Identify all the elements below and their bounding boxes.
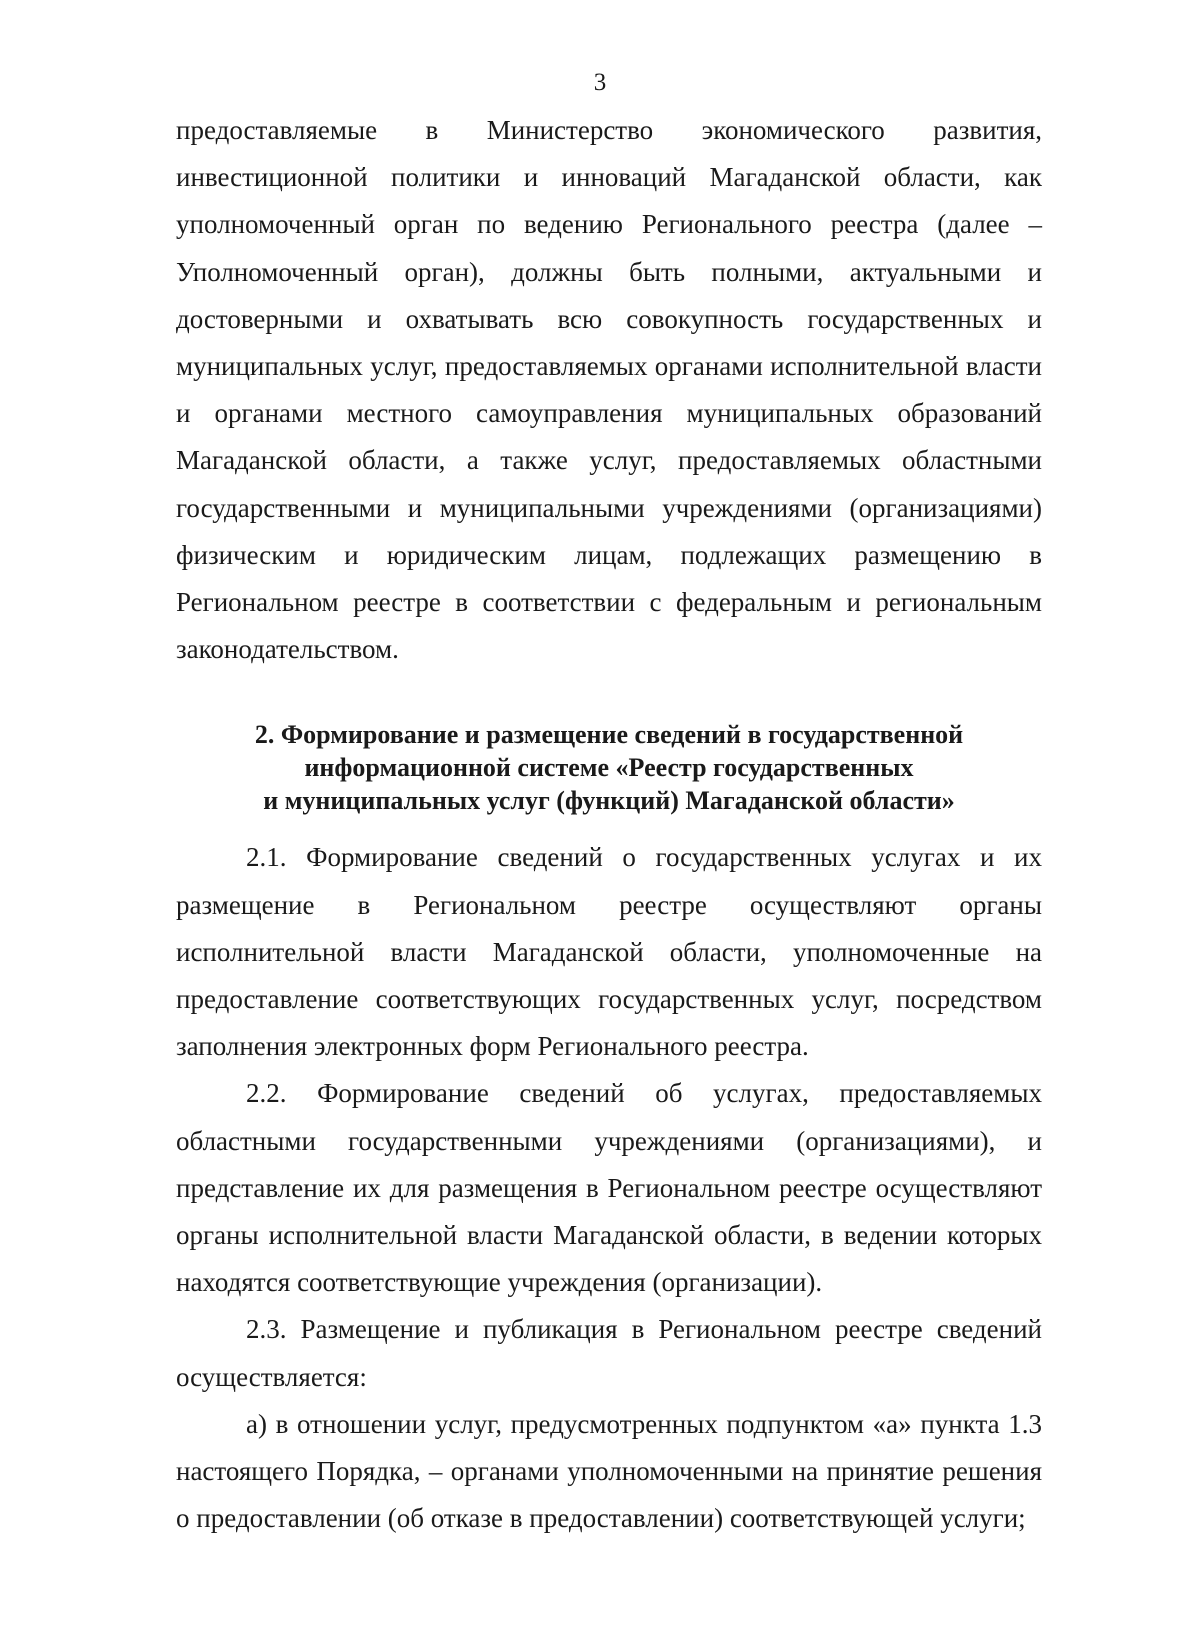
intro-paragraph: предоставляемые в Министерство экономического развития, инвестиционной политики и инноваций Магаданской области, как уполномоченный орган по ведению Регионального реестра (далее – Уполномоченный орган), должны быть полными, актуальными и достоверными и охватывать всю совокупность государственных и муниципальных услуг, предоставляемых органами исполнительной власти и органами местного самоуправления муниципальных образований Магаданской области, а также услуг, предоставляемых областными государственными и муниципальными учреждениями (организациями) физическим и юридическим лицам, подлежащих размещению в Региональном реестре в соответствии с федеральным и региональным законодательством.	[176, 115, 1042, 665]
section-heading-line-2: информационной системе «Реестр государственных	[304, 753, 914, 783]
document-body	[176, 107, 1042, 1542]
paragraph-2-2: 2.2. Формирование сведений об услугах, предоставляемых областными государственными учреждениями (организациями), и представление их для размещения в Региональном реестре осуществляют органы исполнительной власти Магаданской области, в ведении которых находятся соответствующие учреждения (организации).	[176, 1078, 1042, 1298]
section-heading	[176, 718, 1042, 817]
page-number: 3	[593, 69, 607, 96]
section-heading-line-3: и муниципальных услуг (функций) Магаданской области»	[263, 786, 955, 816]
section-heading-line-1: 2. Формирование и размещение сведений в государственной	[254, 720, 964, 750]
paragraph-2-1: 2.1. Формирование сведений о государственных услугах и их размещение в Региональном реестре осуществляют органы исполнительной власти Магаданской области, уполномоченные на предоставление соответствующих государственных услуг, посредством заполнения электронных форм Регионального реестра.	[176, 842, 1042, 1062]
paragraph-2-3: 2.3. Размещение и публикация в Региональном реестре сведений осуществляется:	[176, 1314, 1042, 1392]
paragraph-2-3-a: а) в отношении услуг, предусмотренных подпунктом «а» пункта 1.3 настоящего Порядка, – органами уполномоченными на принятие решения о предоставлении (об отказе в предоставлении) соответствующей услуги;	[176, 1408, 1042, 1534]
